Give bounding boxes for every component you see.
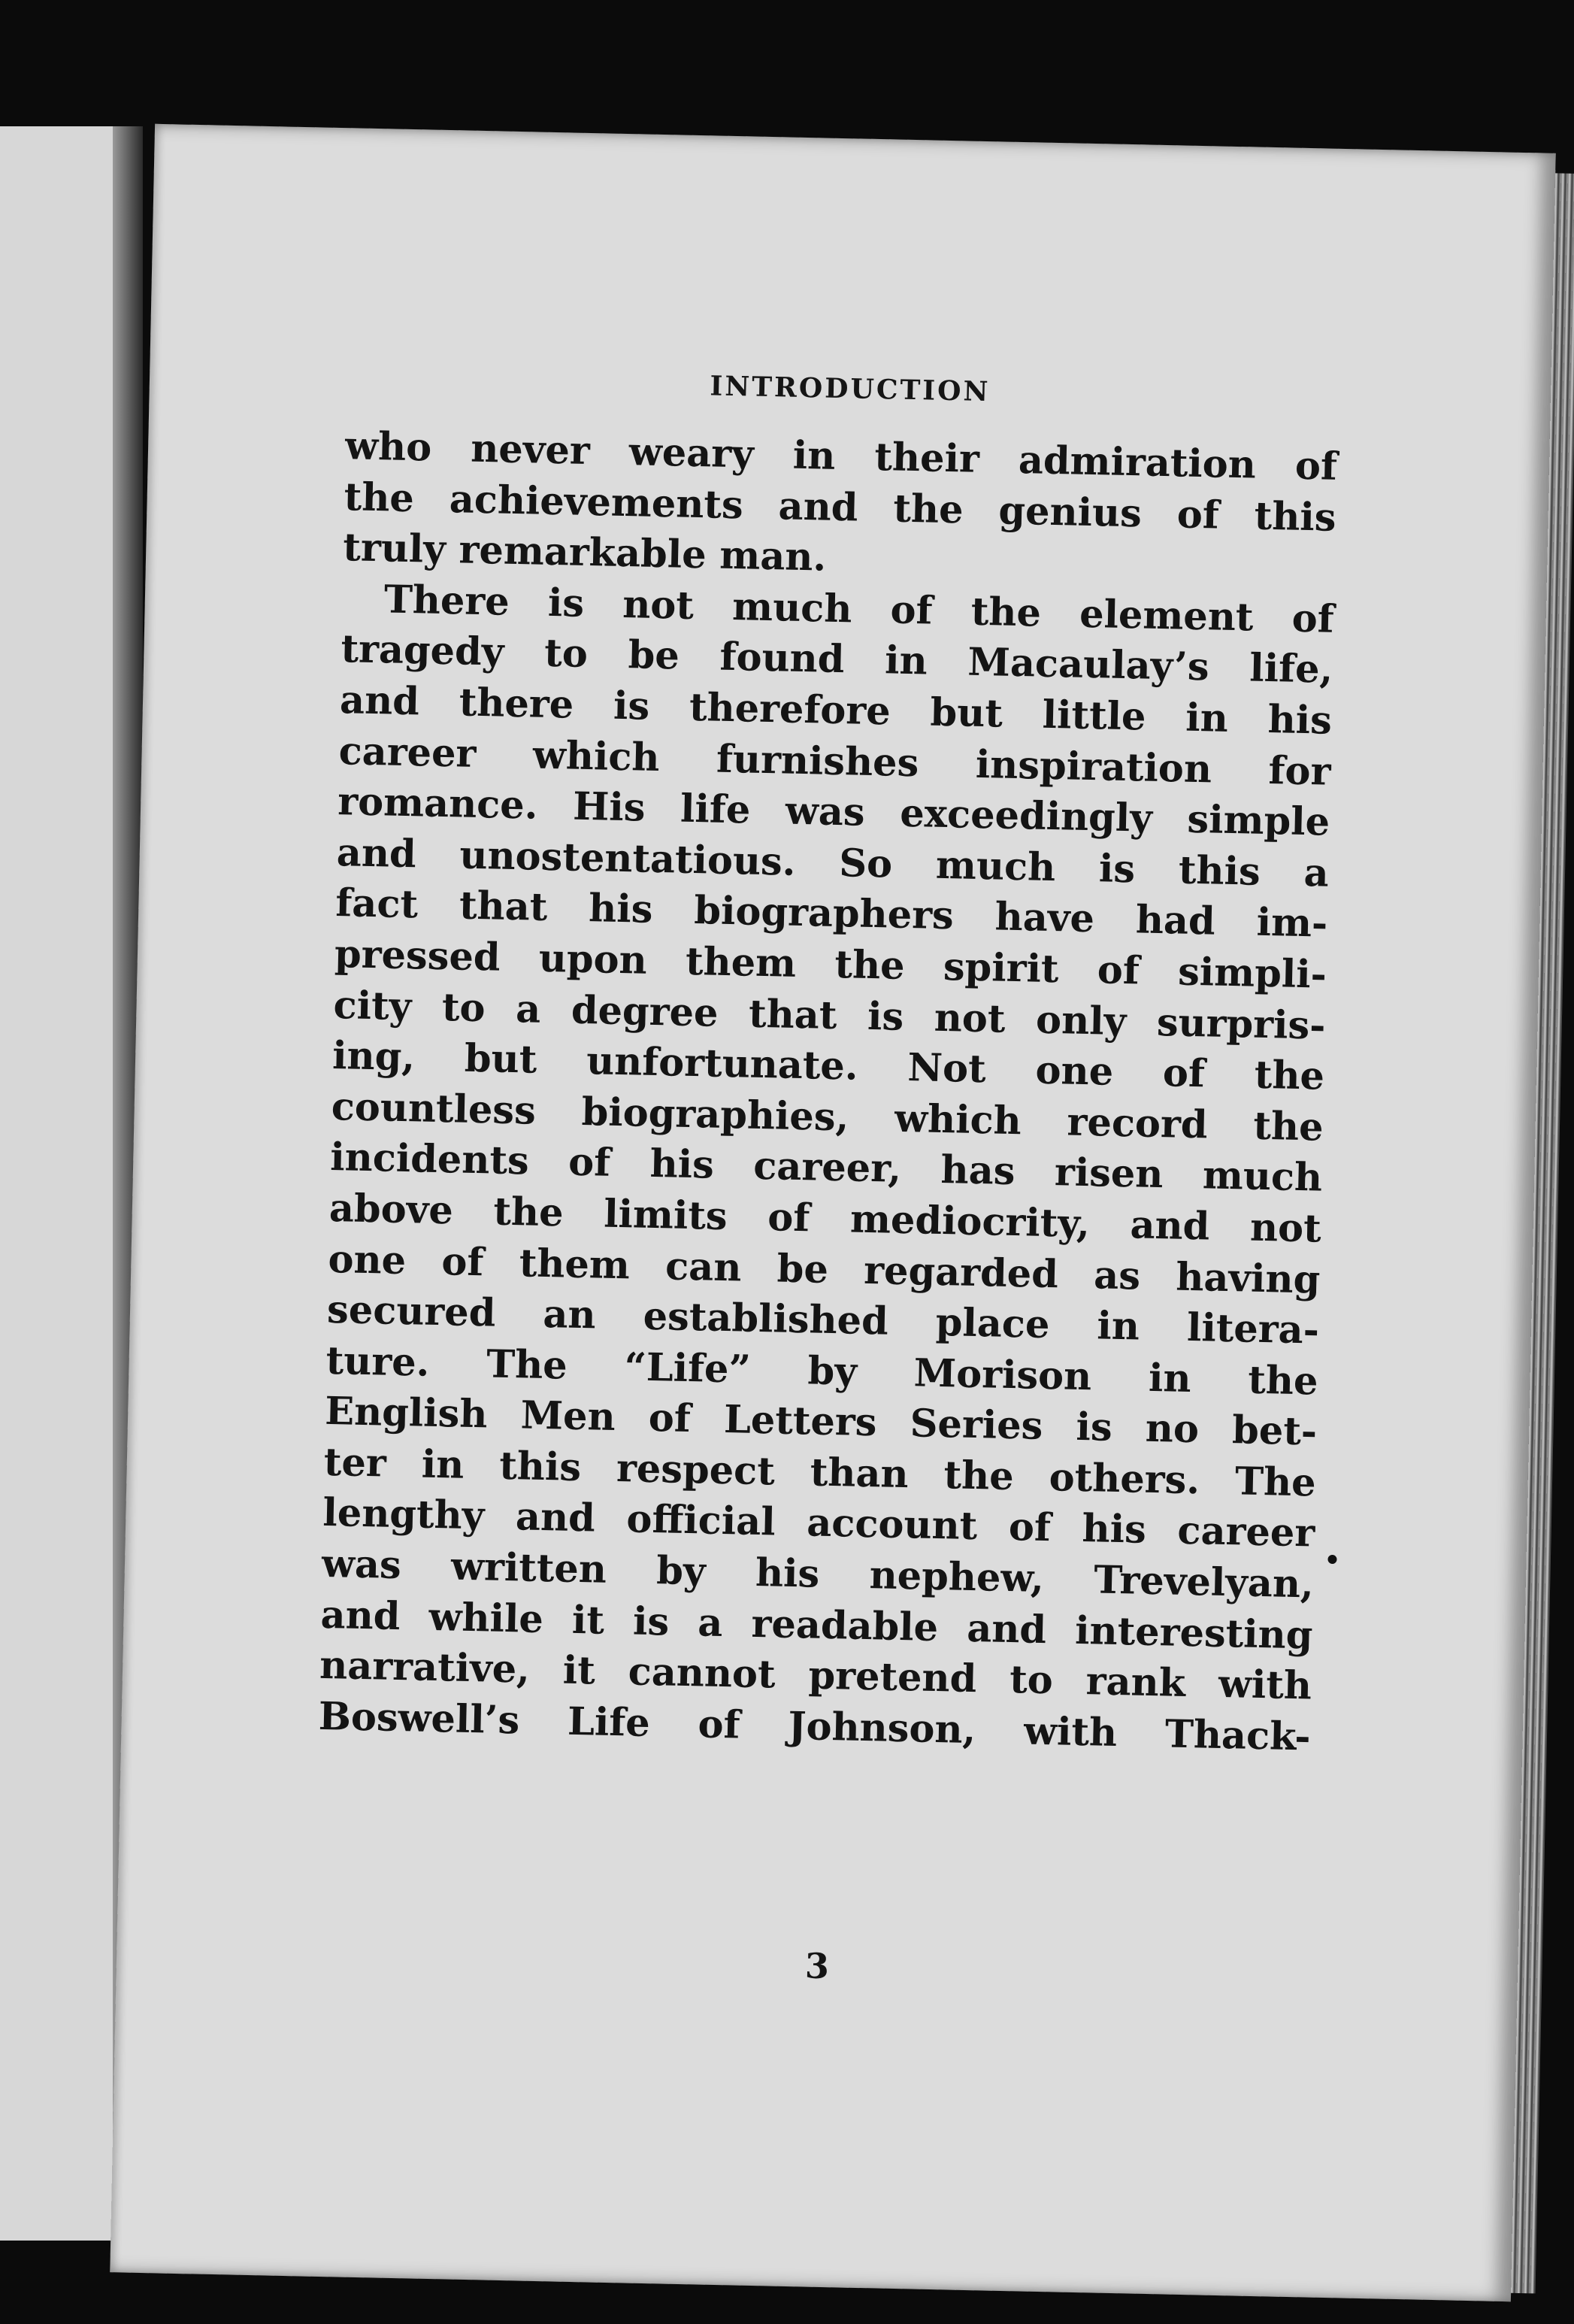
text-line: romance. His life was exceedingly simple xyxy=(337,779,1330,845)
ink-speck xyxy=(1327,1555,1336,1564)
text-line: above the limits of mediocrity, and not xyxy=(328,1185,1322,1252)
text-line: lengthy and official account of his career xyxy=(322,1490,1315,1556)
running-head: INTRODUCTION xyxy=(710,370,991,408)
text-line: pressed upon them the spirit of simpli- xyxy=(334,931,1327,998)
text-line: narrative, it cannot pretend to rank with xyxy=(319,1643,1312,1709)
text-line: tragedy to be found in Macaulay’s life, xyxy=(340,626,1333,693)
page-number: 3 xyxy=(804,1945,830,1987)
text-line: the achievements and the genius of this xyxy=(344,474,1337,541)
text-line: Boswell’s Life of Johnson, with Thack- xyxy=(318,1693,1312,1760)
text-line: one of them can be regarded as having xyxy=(327,1236,1321,1303)
text-line: truly remarkable man. xyxy=(342,525,827,580)
text-line: ter in this respect than the others. The xyxy=(323,1439,1317,1506)
body-text xyxy=(318,421,1338,1763)
text-line: was written by his nephew, Trevelyan, xyxy=(321,1541,1315,1607)
text-line: ing, but unfortunate. Not one of the xyxy=(331,1033,1325,1099)
text-line: and while it is a readable and interesting xyxy=(320,1592,1313,1659)
text-line: city to a degree that is not only surpris- xyxy=(333,982,1326,1049)
text-line: who never weary in their admiration of xyxy=(344,423,1338,489)
text-line: ture. The “Life” by Morison in the xyxy=(325,1338,1319,1404)
text-line: There is not much of the element of xyxy=(383,577,1335,642)
text-line: and there is therefore but little in his xyxy=(339,677,1333,744)
text-line: fact that his biographers have had im- xyxy=(334,880,1328,947)
text-line: and unostentatious. So much is this a xyxy=(336,829,1330,896)
book-page xyxy=(110,124,1555,2301)
text-line: incidents of his career, has risen much xyxy=(329,1135,1323,1201)
text-line: countless biographies, which record the xyxy=(331,1083,1324,1150)
text-line: career which furnishes inspiration for xyxy=(338,728,1332,795)
text-line: English Men of Letters Series is no bet- xyxy=(324,1389,1318,1455)
text-line: secured an established place in litera- xyxy=(326,1287,1320,1353)
